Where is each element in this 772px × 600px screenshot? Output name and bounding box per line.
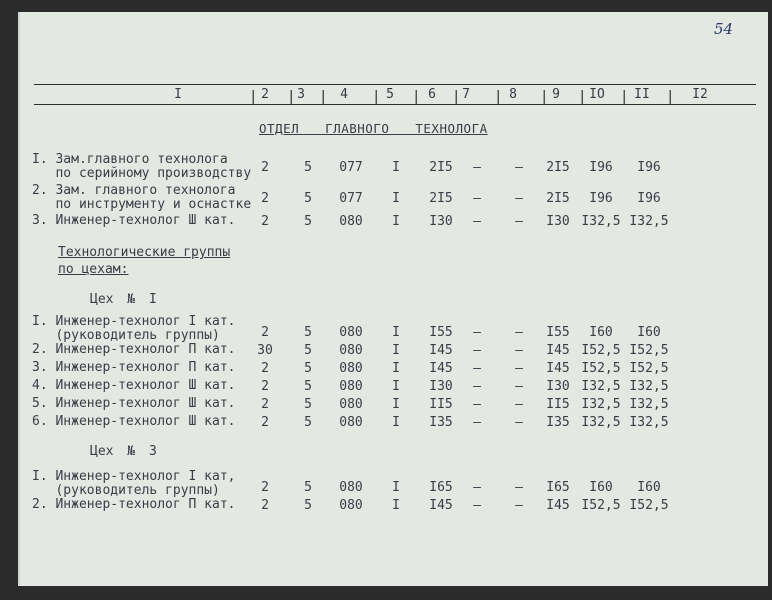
shop-3-title: Цех № 3 [90,444,157,459]
row-value: 5 [304,480,312,495]
row-value: – [515,325,523,340]
row-value: – [515,498,523,513]
row-value: I60 [589,480,613,495]
row-value: 5 [304,415,312,430]
row-value: – [473,343,481,358]
row-value: I60 [637,325,661,340]
row-value: 5 [304,325,312,340]
shop-1-title: Цех № I [90,292,157,307]
column-header: II [634,87,650,102]
row-name-line: (руководитель группы) [32,483,220,498]
row-value: I96 [589,160,613,175]
row-value: I52,5 [629,361,669,376]
row-name-line: 4. Инженер-технолог Ш кат. [32,378,236,393]
row-value: – [473,214,481,229]
column-header: 4 [340,87,348,102]
row-value: 5 [304,379,312,394]
row-value: I [392,325,400,340]
column-separator: | [319,89,328,105]
row-name-line: 6. Инженер-технолог Ш кат. [32,414,236,429]
row-value: I [392,343,400,358]
row-value: I30 [546,214,570,229]
column-separator: | [249,89,258,105]
row-value: 2 [261,379,269,394]
row-value: 080 [339,325,363,340]
row-value: I45 [546,498,570,513]
row-value: I32,5 [629,415,669,430]
row-value: I [392,160,400,175]
row-value: – [473,160,481,175]
row-value: – [473,480,481,495]
column-header: I2 [692,87,708,102]
row-value: I65 [429,480,453,495]
row-value: – [473,379,481,394]
row-value: 080 [339,379,363,394]
row-value: – [473,397,481,412]
row-name-line: по серийному производству [32,166,252,181]
row-value: I [392,498,400,513]
row-value: 2 [261,415,269,430]
groups-title-line-2: по цехам: [58,262,129,277]
row-value: 5 [304,498,312,513]
row-value: I45 [429,361,453,376]
row-name-line: (руководитель группы) [32,328,220,343]
row-value: I45 [546,361,570,376]
row-name-line: 2. Инженер-технолог П кат. [32,497,236,512]
row-value: I52,5 [629,498,669,513]
row-value: I35 [546,415,570,430]
row-value: 5 [304,361,312,376]
page-number: 54 [714,20,734,38]
column-separator: | [452,89,461,105]
row-value: – [515,214,523,229]
row-value: I32,5 [581,397,621,412]
row-value: 5 [304,397,312,412]
header-rule-bottom [34,104,756,105]
row-name-line: 2. Инженер-технолог П кат. [32,342,236,357]
row-value: I60 [589,325,613,340]
row-value: – [515,379,523,394]
row-value: I65 [546,480,570,495]
row-value: – [473,415,481,430]
row-value: I52,5 [629,343,669,358]
row-value: I [392,379,400,394]
row-value: I [392,415,400,430]
column-separator: | [620,89,629,105]
row-value: I96 [637,160,661,175]
row-value: 080 [339,498,363,513]
column-header: 5 [386,87,394,102]
row-value: – [515,343,523,358]
column-header: IO [589,87,605,102]
column-header: 3 [297,87,305,102]
row-value: 2 [261,361,269,376]
row-value: I52,5 [581,361,621,376]
column-separator: | [540,89,549,105]
row-value: I96 [589,191,613,206]
row-value: I [392,397,400,412]
row-value: I35 [429,415,453,430]
row-name-line: 3. Инженер-технолог П кат. [32,360,236,375]
row-value: – [515,480,523,495]
row-value: 2 [261,160,269,175]
row-value: I45 [429,498,453,513]
row-value: 2 [261,480,269,495]
row-value: I60 [637,480,661,495]
row-value: I32,5 [629,214,669,229]
row-name-line: по инструменту и оснастке [32,197,252,212]
row-value: I30 [429,379,453,394]
row-value: I45 [429,343,453,358]
row-value: II5 [546,397,570,412]
column-separator: | [412,89,421,105]
row-name-line: 3. Инженер-технолог Ш кат. [32,213,236,228]
row-value: 2I5 [429,191,453,206]
column-header: 8 [509,87,517,102]
row-value: – [515,160,523,175]
row-value: 2 [261,325,269,340]
row-value: I52,5 [581,343,621,358]
row-value: I [392,214,400,229]
row-value: 080 [339,415,363,430]
row-value: 2 [261,397,269,412]
row-value: – [473,498,481,513]
row-value: 2I5 [429,160,453,175]
row-value: 080 [339,480,363,495]
column-separator: | [666,89,675,105]
row-value: 5 [304,160,312,175]
row-value: I32,5 [581,214,621,229]
row-value: 5 [304,343,312,358]
row-value: I [392,480,400,495]
row-value: II5 [429,397,453,412]
row-value: I55 [546,325,570,340]
row-value: – [515,191,523,206]
row-value: 5 [304,191,312,206]
row-value: 080 [339,214,363,229]
row-value: – [515,397,523,412]
column-separator: | [287,89,296,105]
row-value: I30 [546,379,570,394]
row-value: I32,5 [629,379,669,394]
column-separator: | [578,89,587,105]
row-value: I32,5 [629,397,669,412]
row-value: 077 [339,160,363,175]
row-value: I [392,191,400,206]
row-value: 30 [257,343,273,358]
row-value: 080 [339,397,363,412]
column-separator: | [494,89,503,105]
row-value: I32,5 [581,415,621,430]
row-value: – [473,325,481,340]
row-value: 5 [304,214,312,229]
row-name-line: 2. Зам. главного технолога [32,183,236,198]
row-name-line: I. Инженер-технолог I кат, [32,469,236,484]
row-name-line: I. Инженер-технолог I кат. [32,314,236,329]
column-separator: | [372,89,381,105]
row-name-line: 5. Инженер-технолог Ш кат. [32,396,236,411]
row-value: 2 [261,498,269,513]
column-header: 2 [261,87,269,102]
row-value: 080 [339,361,363,376]
section-title: ОТДЕЛ ГЛАВНОГО ТЕХНОЛОГА [259,121,488,136]
column-header: 6 [428,87,436,102]
row-value: – [473,361,481,376]
column-header: I [174,87,182,102]
row-value: 2 [261,191,269,206]
row-value: I52,5 [581,498,621,513]
row-value: I45 [546,343,570,358]
row-value: I32,5 [581,379,621,394]
row-value: I96 [637,191,661,206]
row-value: I55 [429,325,453,340]
row-value: 2 [261,214,269,229]
row-value: I [392,361,400,376]
column-header: 9 [552,87,560,102]
row-value: I30 [429,214,453,229]
row-name-line: I. Зам.главного технолога [32,152,228,167]
row-value: – [515,415,523,430]
column-header: 7 [462,87,470,102]
row-value: 080 [339,343,363,358]
row-value: – [515,361,523,376]
header-rule-top [34,84,756,85]
row-value: 2I5 [546,160,570,175]
row-value: – [473,191,481,206]
row-value: 2I5 [546,191,570,206]
row-value: 077 [339,191,363,206]
groups-title-line-1: Технологические группы [58,245,231,260]
